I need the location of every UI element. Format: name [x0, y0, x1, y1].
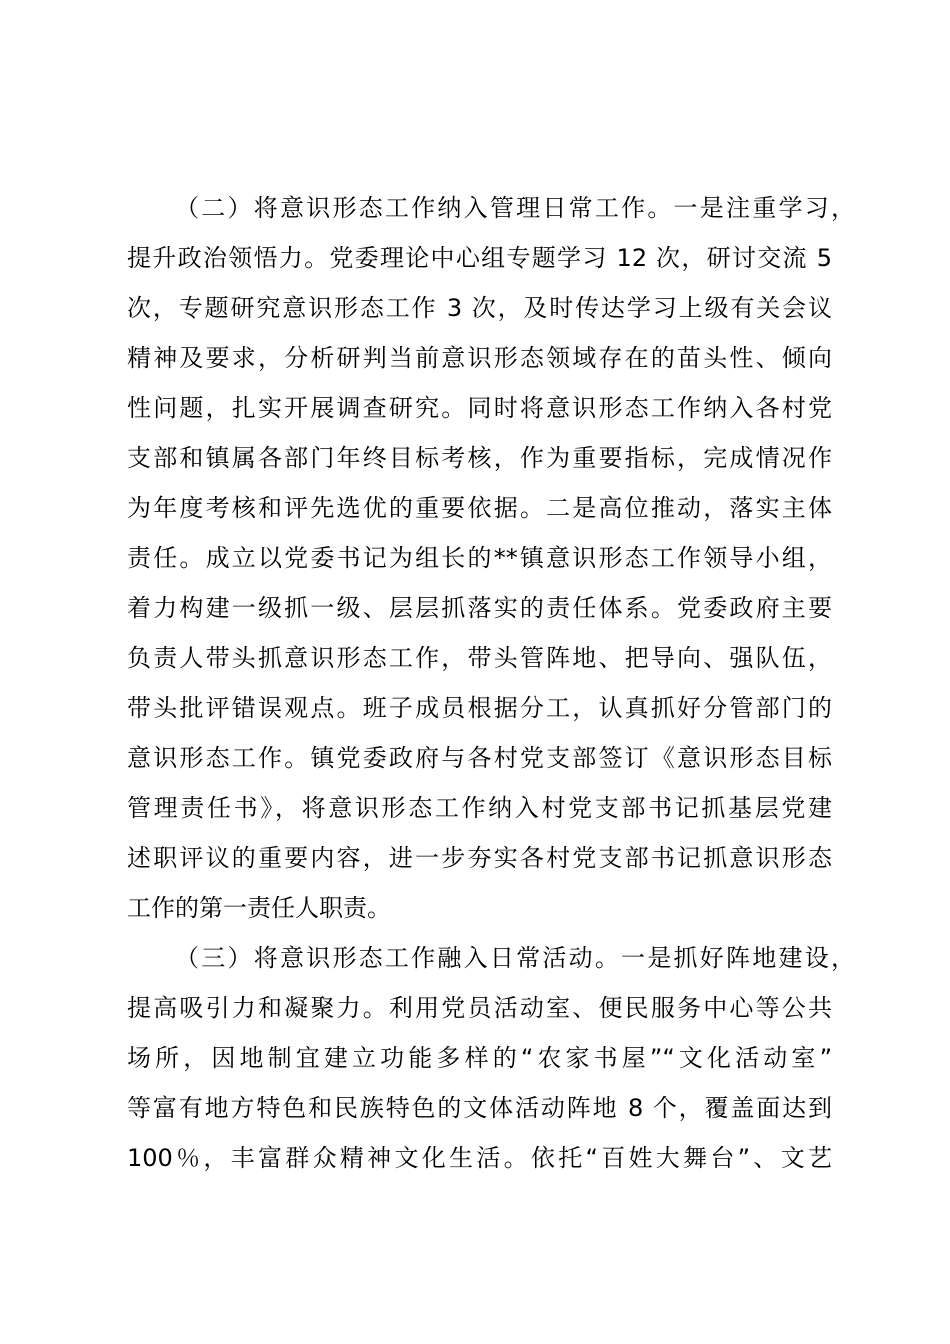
paragraph-1-line-10: 负责人带头抓意识形态工作，带头管阵地、把导向、强队伍，	[127, 644, 832, 672]
paragraph-2-line-2: 提高吸引力和凝聚力。利用党员活动室、便民服务中心等公共	[127, 994, 832, 1022]
paragraph-2-line-5: 100％，丰富群众精神文化生活。依托“百姓大舞台”、文艺	[127, 1144, 832, 1172]
paragraph-1-line-15: 工作的第一责任人职责。	[127, 894, 391, 922]
paragraph-1-line-3: 次，专题研究意识形态工作 3 次，及时传达学习上级有关会议	[127, 294, 832, 322]
paragraph-1-line-5: 性问题，扎实开展调查研究。同时将意识形态工作纳入各村党	[127, 394, 832, 422]
paragraph-1-line-14: 述职评议的重要内容，进一步夯实各村党支部书记抓意识形态	[127, 844, 832, 872]
paragraph-1-line-4: 精神及要求，分析研判当前意识形态领域存在的苗头性、倾向	[127, 344, 832, 372]
paragraph-1-line-7: 为年度考核和评先选优的重要依据。二是高位推动，落实主体	[127, 494, 832, 522]
paragraph-1-line-12: 意识形态工作。镇党委政府与各村党支部签订《意识形态目标	[127, 744, 832, 772]
paragraph-1-line-6: 支部和镇属各部门年终目标考核，作为重要指标，完成情况作	[127, 444, 832, 472]
paragraph-2-line-4: 等富有地方特色和民族特色的文体活动阵地 8 个，覆盖面达到	[127, 1094, 832, 1122]
paragraph-1-line-11: 带头批评错误观点。班子成员根据分工，认真抓好分管部门的	[127, 694, 832, 722]
paragraph-1-line-8: 责任。成立以党委书记为组长的**镇意识形态工作领导小组，	[127, 544, 832, 572]
paragraph-2-line-1: （三）将意识形态工作融入日常活动。一是抓好阵地建设，	[175, 944, 855, 972]
paragraph-1-line-9: 着力构建一级抓一级、层层抓落实的责任体系。党委政府主要	[127, 594, 832, 622]
paragraph-1-line-13: 管理责任书》，将意识形态工作纳入村党支部书记抓基层党建	[127, 794, 832, 822]
paragraph-1-line-1: （二）将意识形态工作纳入管理日常工作。一是注重学习，	[175, 194, 855, 222]
paragraph-2-line-3: 场所，因地制宜建立功能多样的“农家书屋”“文化活动室”	[127, 1044, 832, 1072]
paragraph-1-line-2: 提升政治领悟力。党委理论中心组专题学习 12 次，研讨交流 5	[127, 244, 832, 272]
